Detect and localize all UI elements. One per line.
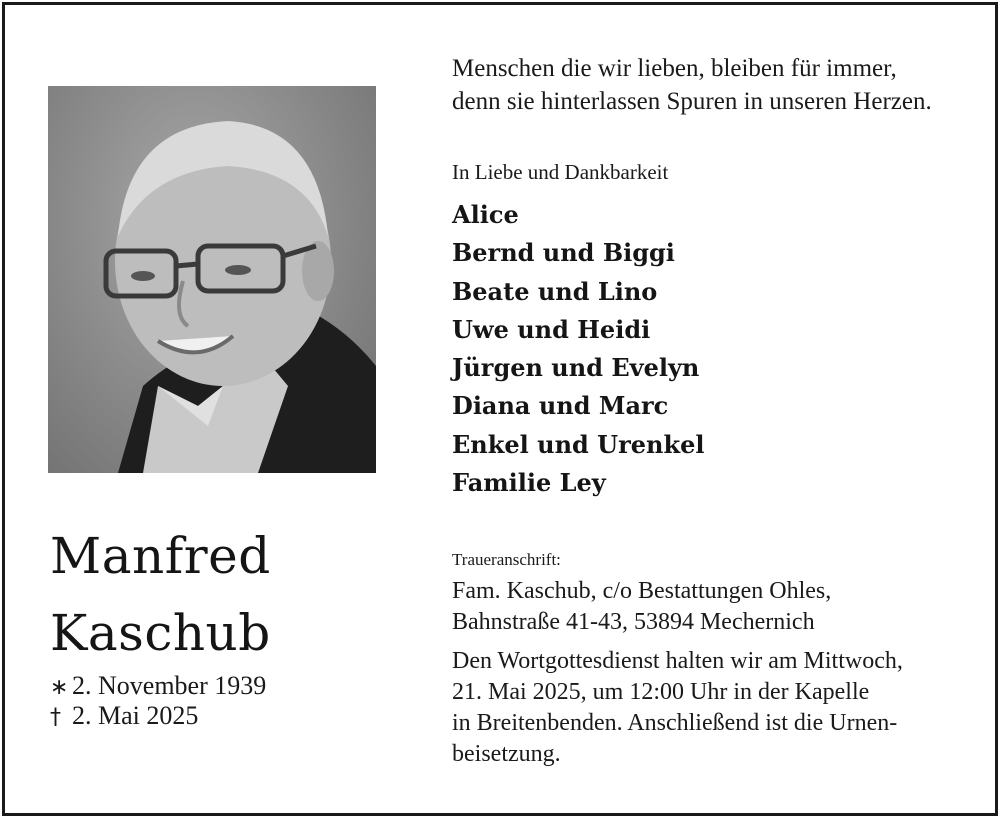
address-line: Fam. Kaschub, c/o Bestattungen Ohles, [452,578,832,604]
mourner-name: Uwe und Heidi [452,314,651,344]
service-line: 21. Mai 2025, um 12:00 Uhr in der Kapelle [452,679,870,705]
deceased-first-name: Manfred [50,527,271,585]
mourner-name: Diana und Marc [452,391,669,421]
service-line: beisetzung. [452,741,561,767]
mourner-name: Alice [452,200,519,229]
mourning-address [452,576,831,638]
death-cross-icon: † [50,705,61,730]
birth-date: 2. November 1939 [72,671,267,700]
quote-line: Menschen die wir lieben, bleiben für immer, [452,55,897,82]
birth-star-icon: ∗ [50,675,69,700]
address-label: Traueranschrift: [452,550,561,569]
mourners-intro: In Liebe und Dankbarkeit [452,160,669,184]
death-date: 2. Mai 2025 [72,701,199,730]
mourner-name: Bernd und Biggi [452,238,675,268]
memorial-quote [452,52,932,118]
portrait-photo [48,86,376,473]
mourner-name: Enkel und Urenkel [452,429,705,459]
address-line: Bahnstraße 41-43, 53894 Mechernich [452,609,815,635]
quote-line: denn sie hinterlassen Spuren in unseren Herzen. [452,88,932,115]
mourners-list [452,198,704,504]
death-date-line [50,703,198,729]
birth-date-line [50,673,266,699]
mourner-name: Jürgen und Evelyn [452,353,700,383]
service-notice [452,646,972,770]
portrait-image-icon [48,86,376,473]
mourner-name: Familie Ley [452,468,606,498]
service-line: Den Wortgottesdienst halten wir am Mittwoch, [452,648,903,674]
mourner-name: Beate und Lino [452,276,658,306]
deceased-last-name: Kaschub [50,604,271,662]
service-line: in Breitenbenden. Anschließend ist die Urnen- [452,710,898,736]
